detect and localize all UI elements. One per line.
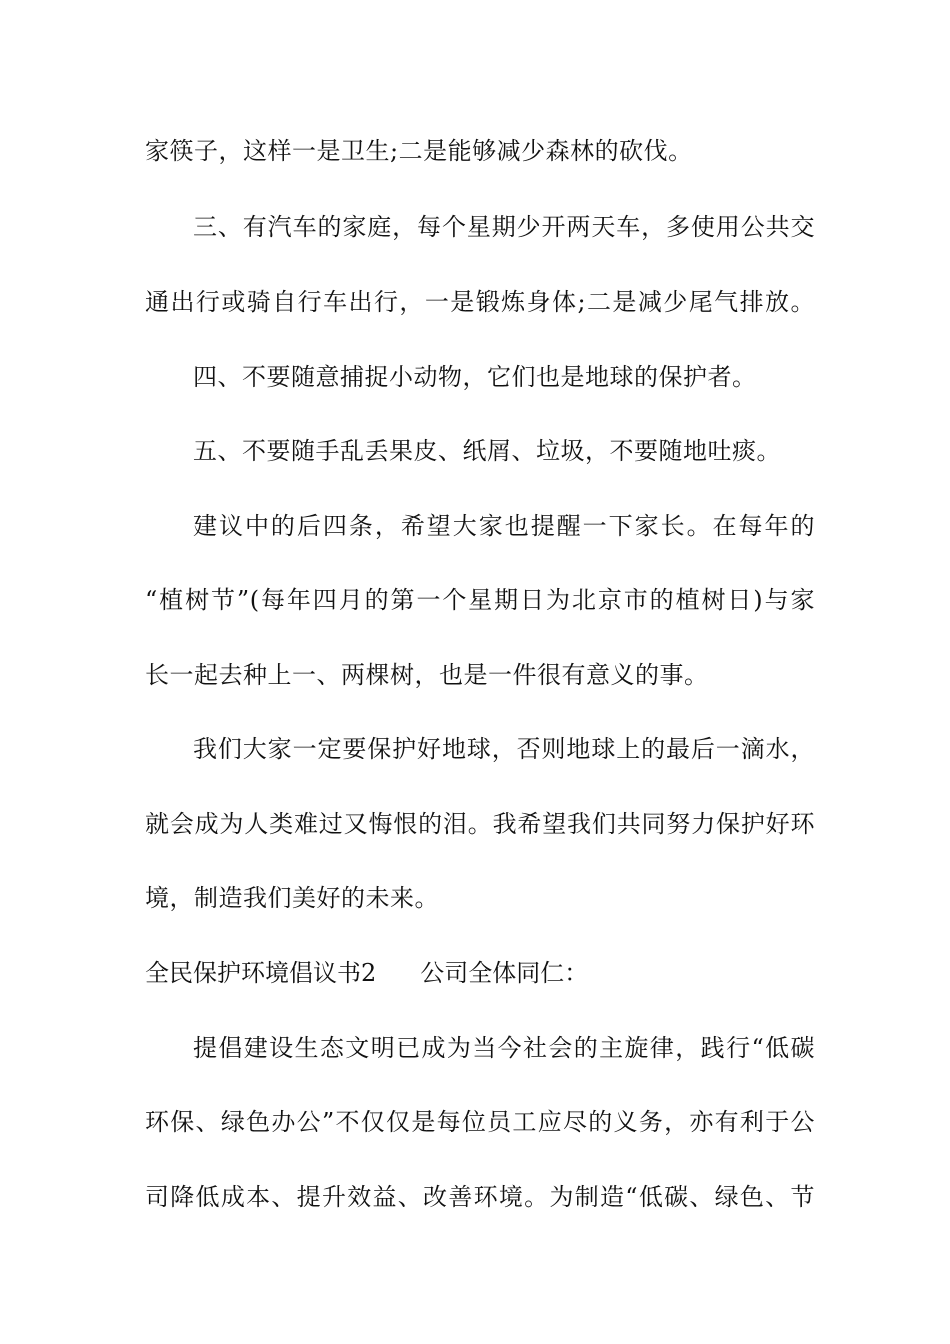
paragraph-line: 提倡建设生态文明已成为当今社会的主旋律，践行“低碳	[193, 1034, 815, 1062]
paragraph-line: 通出行或骑自行车出行，一是锻炼身体;二是减少尾气排放。	[145, 288, 815, 316]
paragraph-line: 我们大家一定要保护好地球，否则地球上的最后一滴水，	[193, 735, 815, 763]
paragraph-line: 司降低成本、提升效益、改善环境。为制造“低碳、绿色、节	[145, 1183, 815, 1211]
section-heading	[145, 958, 588, 988]
paragraph-line: 五、不要随手乱丢果皮、纸屑、垃圾，不要随地吐痰。	[193, 437, 781, 465]
paragraph-line: 建议中的后四条，希望大家也提醒一下家长。在每年的	[193, 512, 815, 540]
paragraph-line: 环保、绿色办公”不仅仅是每位员工应尽的义务，亦有利于公	[145, 1108, 815, 1136]
paragraph-line: 家筷子，这样一是卫生;二是能够减少森林的砍伐。	[145, 137, 693, 165]
paragraph-line: 三、有汽车的家庭，每个星期少开两天车，多使用公共交	[193, 213, 815, 241]
paragraph-line: 四、不要随意捕捉小动物，它们也是地球的保护者。	[193, 363, 757, 391]
paragraph-line: 就会成为人类难过又悔恨的泪。我希望我们共同努力保护好环	[145, 810, 815, 838]
salutation: 公司全体同仁：	[420, 959, 589, 987]
paragraph-line: “植树节”(每年四月的第一个星期日为北京市的植树日)与家	[145, 586, 815, 614]
section-title: 全民保护环境倡议书2	[145, 959, 377, 987]
paragraph-line: 长一起去种上一、两棵树，也是一件很有意义的事。	[145, 661, 709, 689]
paragraph-line: 境，制造我们美好的未来。	[145, 884, 439, 912]
